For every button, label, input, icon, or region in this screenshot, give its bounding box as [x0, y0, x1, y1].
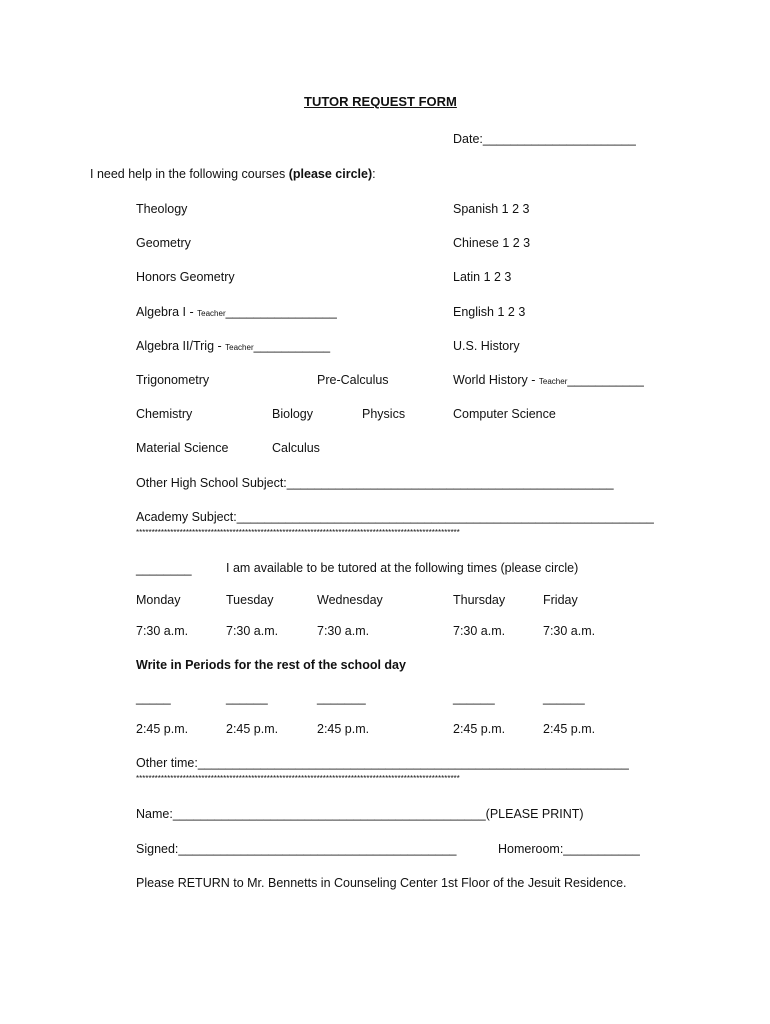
- course-spanish[interactable]: Spanish 1 2 3: [453, 202, 530, 216]
- time-730-thursday[interactable]: 7:30 a.m.: [453, 624, 506, 638]
- period-blank-monday[interactable]: _____: [136, 691, 171, 705]
- course-algebra-2-trig[interactable]: [136, 339, 330, 355]
- course-world-history[interactable]: [453, 373, 644, 389]
- algebra-1-teacher-field[interactable]: ________________: [225, 305, 337, 319]
- course-physics[interactable]: Physics: [362, 407, 406, 421]
- period-blank-tuesday[interactable]: ______: [226, 691, 268, 705]
- time-730-tuesday[interactable]: 7:30 a.m.: [226, 624, 279, 638]
- day-monday: Monday: [136, 593, 181, 607]
- time-245-tuesday[interactable]: 2:45 p.m.: [226, 722, 279, 736]
- world-history-teacher-field[interactable]: ___________: [567, 373, 644, 387]
- name-field[interactable]: Name:_____________________________________________(PLEASE PRINT): [136, 807, 584, 821]
- algebra-2-teacher-label: Teacher: [225, 343, 254, 352]
- time-730-friday[interactable]: 7:30 a.m.: [543, 624, 596, 638]
- intro-text: I need help in the following courses: [90, 167, 289, 181]
- course-computer-science[interactable]: Computer Science: [453, 407, 556, 421]
- algebra-1-teacher-label: Teacher: [197, 309, 226, 318]
- day-thursday: Thursday: [453, 593, 506, 607]
- other-time-field[interactable]: Other time:______________________________________________________________: [136, 756, 629, 770]
- course-geometry[interactable]: Geometry: [136, 236, 191, 250]
- algebra-1-label: Algebra I -: [136, 305, 198, 319]
- time-245-wednesday[interactable]: 2:45 p.m.: [317, 722, 370, 736]
- algebra-2-label: Algebra II/Trig -: [136, 339, 226, 353]
- world-history-label: World History -: [453, 373, 539, 387]
- academy-subject-field[interactable]: Academy Subject:____________________________________________________________: [136, 510, 654, 524]
- return-instructions: Please RETURN to Mr. Bennetts in Counseling Center 1st Floor of the Jesuit Residence.: [136, 876, 627, 890]
- course-theology[interactable]: Theology: [136, 202, 188, 216]
- day-friday: Friday: [543, 593, 578, 607]
- time-245-monday[interactable]: 2:45 p.m.: [136, 722, 189, 736]
- course-trigonometry[interactable]: Trigonometry: [136, 373, 210, 387]
- day-tuesday: Tuesday: [226, 593, 274, 607]
- course-honors-geometry[interactable]: Honors Geometry: [136, 270, 235, 284]
- course-biology[interactable]: Biology: [272, 407, 313, 421]
- course-english[interactable]: English 1 2 3: [453, 305, 526, 319]
- algebra-2-teacher-field[interactable]: ___________: [253, 339, 331, 353]
- course-precalculus[interactable]: Pre-Calculus: [317, 373, 389, 387]
- intro-end: :: [372, 167, 376, 181]
- time-730-monday[interactable]: 7:30 a.m.: [136, 624, 189, 638]
- world-history-teacher-label: Teacher: [538, 377, 568, 386]
- period-blank-friday[interactable]: ______: [543, 691, 585, 705]
- courses-intro: [90, 167, 376, 182]
- other-high-school-subject-field[interactable]: Other High School Subject:_______________________________________________: [136, 476, 614, 490]
- course-latin[interactable]: Latin 1 2 3: [453, 270, 512, 284]
- periods-heading: Write in Periods for the rest of the school day: [136, 658, 406, 672]
- period-blank-thursday[interactable]: ______: [453, 691, 495, 705]
- availability-blank[interactable]: ________: [136, 562, 192, 576]
- day-wednesday: Wednesday: [317, 593, 383, 607]
- signed-field[interactable]: Signed:________________________________________: [136, 842, 457, 856]
- page-title: TUTOR REQUEST FORM: [304, 94, 457, 109]
- course-algebra-1[interactable]: [136, 305, 337, 321]
- course-chemistry[interactable]: Chemistry: [136, 407, 193, 421]
- course-chinese[interactable]: Chinese 1 2 3: [453, 236, 531, 250]
- intro-emphasis: (please circle): [288, 167, 373, 181]
- divider-stars-top: ********************************************************************************************************: [136, 528, 460, 537]
- time-730-wednesday[interactable]: 7:30 a.m.: [317, 624, 370, 638]
- time-245-friday[interactable]: 2:45 p.m.: [543, 722, 596, 736]
- availability-instructions: I am available to be tutored at the following times (please circle): [226, 561, 579, 575]
- homeroom-field[interactable]: Homeroom:___________: [498, 842, 640, 856]
- course-material-science[interactable]: Material Science: [136, 441, 229, 455]
- course-us-history[interactable]: U.S. History: [453, 339, 520, 353]
- divider-stars-bottom: ********************************************************************************************************: [136, 774, 460, 783]
- period-blank-wednesday[interactable]: _______: [317, 691, 366, 705]
- time-245-thursday[interactable]: 2:45 p.m.: [453, 722, 506, 736]
- course-calculus[interactable]: Calculus: [272, 441, 320, 455]
- date-field[interactable]: Date:______________________: [453, 132, 636, 146]
